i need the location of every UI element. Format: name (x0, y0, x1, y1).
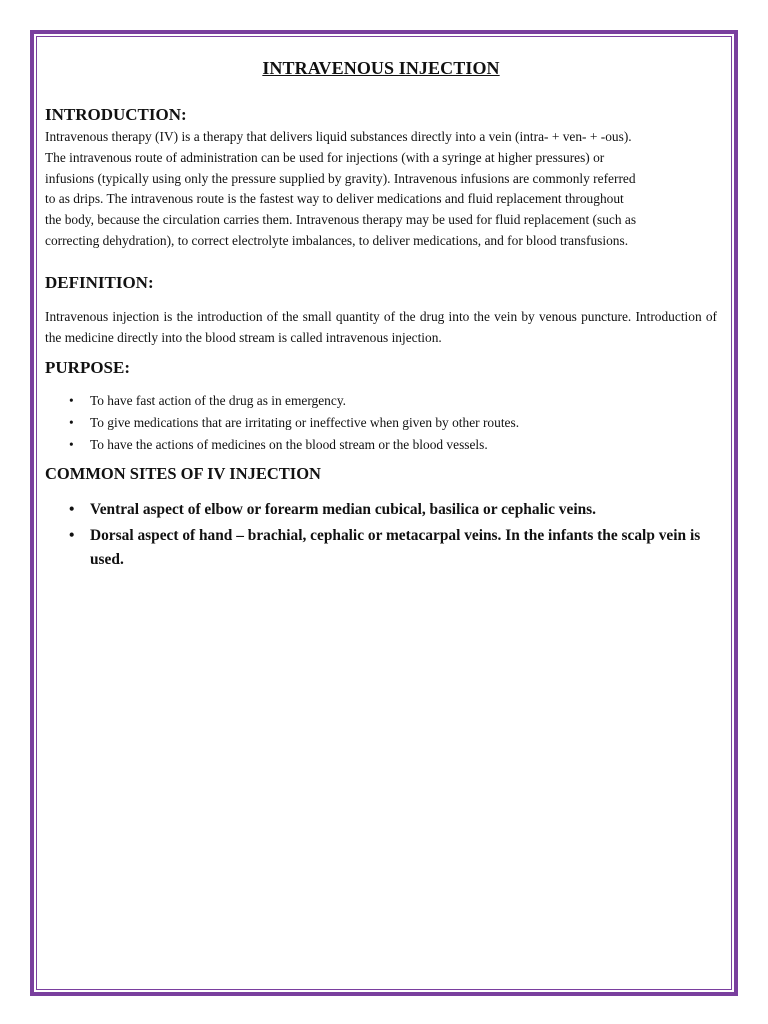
list-item (45, 412, 717, 434)
introduction-line: to as drips. The intravenous route is the fastest way to deliver medications and fluid replacement throughout (45, 191, 624, 207)
bullet-icon: • (69, 415, 74, 431)
introduction-heading: INTRODUCTION: (45, 105, 187, 124)
introduction-line: correcting dehydration), to correct electrolyte imbalances, to deliver medications, and for blood transfusions. (45, 232, 629, 248)
purpose-item-text: To give medications that are irritating or ineffective when given by other routes. (90, 415, 520, 431)
page-title: INTRAVENOUS INJECTION (262, 58, 500, 78)
purpose-item-text: To have fast action of the drug as in emergency. (90, 393, 346, 409)
definition-heading: DEFINITION: (45, 272, 154, 292)
bullet-icon: • (69, 437, 74, 453)
definition-paragraph: Intravenous injection is the introduction of the small quantity of the drug into the vein by venous puncture. Introduction of the medicine directly into the blood stream is called intravenous injection. (45, 308, 717, 345)
list-item (45, 498, 717, 522)
bullet-icon: • (69, 393, 74, 409)
list-item (45, 524, 717, 572)
introduction-line: the body, because the circulation carries them. Intravenous therapy may be used for fluid replacement (such as (45, 212, 637, 228)
common-sites-heading: COMMON SITES OF IV INJECTION (45, 464, 321, 484)
purpose-list (45, 390, 717, 456)
list-item (45, 390, 717, 412)
site-item-text: Dorsal aspect of hand – brachial, cephalic or metacarpal veins. In the infants the scalp vein is used. (90, 527, 701, 569)
common-sites-list (45, 498, 717, 572)
list-item (45, 434, 717, 456)
document-content (45, 58, 717, 574)
introduction-line: The intravenous route of administration can be used for injections (with a syringe at higher pressures) or (45, 149, 605, 165)
purpose-heading: PURPOSE: (45, 358, 130, 378)
bullet-icon: • (69, 501, 75, 519)
purpose-item-text: To have the actions of medicines on the blood stream or the blood vessels. (90, 437, 488, 453)
site-item-text: Ventral aspect of elbow or forearm median cubical, basilica or cephalic veins. (90, 501, 596, 519)
introduction-line: infusions (typically using only the pressure supplied by gravity). Intravenous infusions are commonly referred (45, 170, 636, 186)
introduction-line: Intravenous therapy (IV) is a therapy that delivers liquid substances directly into a vein (intra- + ven- + -ous). (45, 129, 632, 144)
introduction-paragraph (45, 127, 717, 252)
bullet-icon: • (69, 527, 75, 545)
